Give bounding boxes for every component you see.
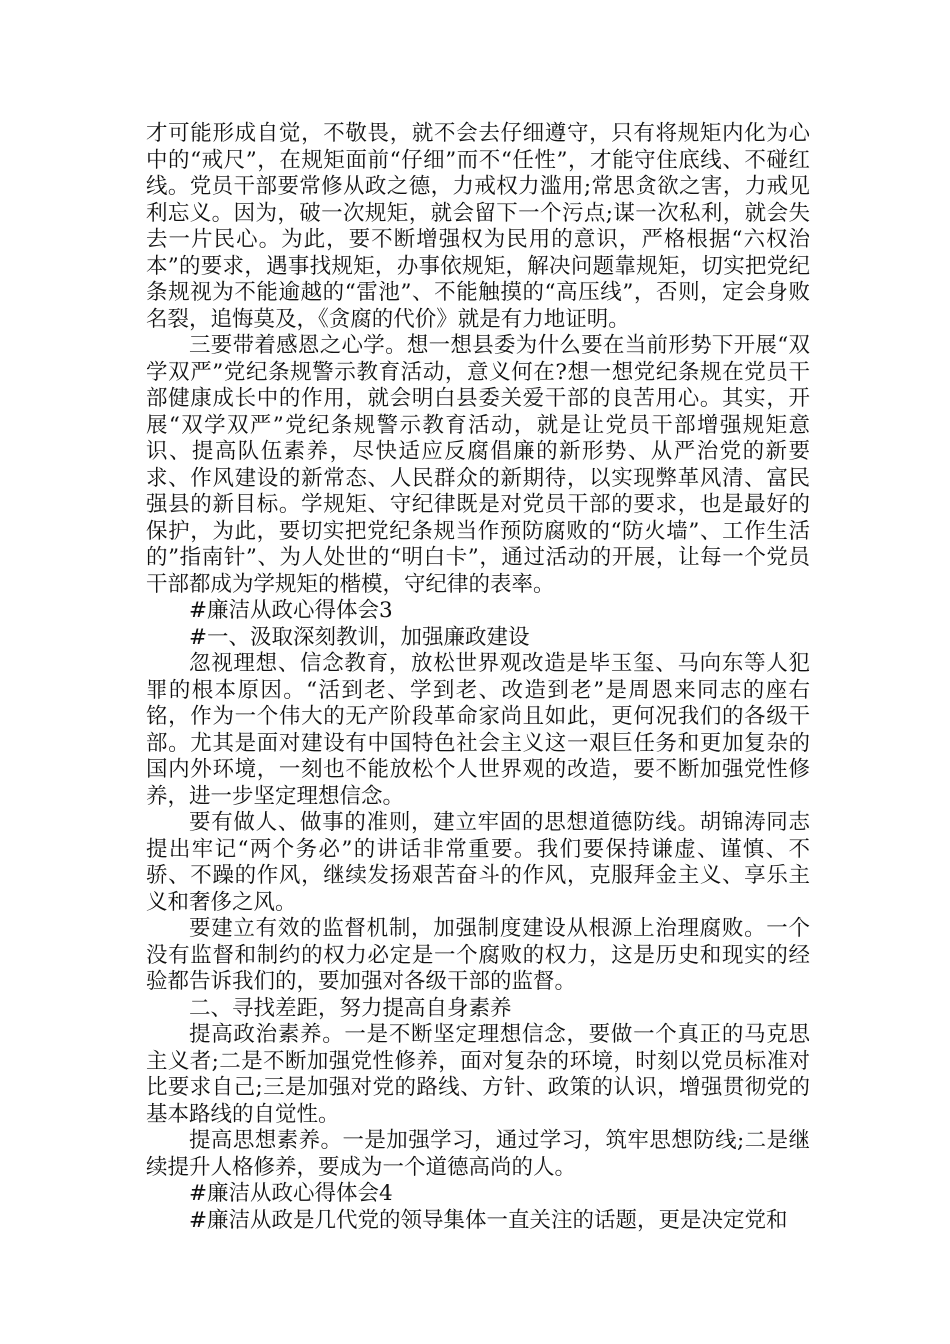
section-heading-lessons: #一、汲取深刻教训，加强廉政建设 (189, 624, 530, 650)
paragraph-supervision: 要建立有效的监督机制，加强制度建设从根源上治理腐败。一个没有监督和制约的权力必定是一个腐败的权力，这是历史和现实的经验都告诉我们的，要加强对各级干部的监督。 (146, 916, 810, 994)
section-heading-essay-4: #廉洁从政心得体会4 (189, 1181, 393, 1206)
paragraph-rules-awareness: 才可能形成自觉，不敬畏，就不会去仔细遵守，只有将规矩内化为心中的“戒尺”，在规矩面前“仔细”而不“任性”，才能守住底线、不碰红线。党员干部要常修从政之德，力戒权力滥用;常思贪欲之害，力戒见利忘义。因为，破一次规矩，就会留下一个污点;谋一次私利，就会失去一片民心。为此，要不断增强权为民用的意识，严格根据“六权治本”的要求，遇事找规矩，办事依规矩，解决问题靠规矩，切实把党纪条规视为不能逾越的“雷池”、不能触摸的“高压线”，否则，定会身败名裂，追悔莫及，《贪腐的代价》就是有力地证明。 (146, 121, 810, 332)
paragraph-ideological-quality: 提高思想素养。一是加强学习，通过学习，筑牢思想防线;二是继续提升人格修养，要成为一个道德高尚的人。 (146, 1128, 810, 1180)
paragraph-moral-standards: 要有做人、做事的准则，建立牢固的思想道德防线。胡锦涛同志提出牢记“两个务必”的讲话非常重要。我们要保持谦虚、谨慎、不骄、不躁的作风，继续发扬艰苦奋斗的作风，克服拜金主义、享乐主义和奢侈之风。 (146, 810, 810, 915)
paragraph-ideals-belief: 忽视理想、信念教育，放松世界观改造是毕玉玺、马向东等人犯罪的根本原因。“活到老、学到老、改造到老”是周恩来同志的座右铭，作为一个伟大的无产阶段革命家尚且如此，更何况我们的各级干部。尤其是面对建设有中国特色社会主义这一艰巨任务和更加复杂的国内外环境，一刻也不能放松个人世界观的改造，要不断加强党性修养，进一步坚定理想信念。 (146, 651, 810, 809)
paragraph-gratitude-study: 三要带着感恩之心学。想一想县委为什么要在当前形势下开展“双学双严”党纪条规警示教育活动，意义何在?想一想党纪条规在党员干部健康成长中的作用，就会明白县委关爱干部的良苦用心。其实，开展“双学双严”党纪条规警示教育活动，就是让党员干部增强规矩意识、提高队伍素养，尽快适应反腐倡廉的新形势、从严治党的新要求、作风建设的新常态、人民群众的新期待，以实现弊革风清、富民强县的新目标。学规矩、守纪律既是对党员干部的要求，也是最好的保护，为此，要切实把党纪条规当作预防腐败的“防火墙”、工作生活的”指南针”、为人处世的“明白卡”，通过活动的开展，让每一个党员干部都成为学规矩的楷模，守纪律的表率。 (146, 333, 810, 597)
section-heading-find-gaps: 二、寻找差距，努力提高自身素养 (189, 995, 512, 1021)
document-body (146, 121, 810, 1234)
paragraph-political-quality: 提高政治素养。一是不断坚定理想信念，要做一个真正的马克思主义者;二是不断加强党性修养，面对复杂的环境，时刻以党员标准对比要求自己;三是加强对党的路线、方针、政策的认识，增强贯彻党的基本路线的自觉性。 (146, 1022, 810, 1127)
paragraph-clean-governance-intro: #廉洁从政是几代党的领导集体一直关注的话题，更是决定党和 (189, 1207, 788, 1233)
section-heading-essay-3: #廉洁从政心得体会3 (189, 598, 393, 623)
